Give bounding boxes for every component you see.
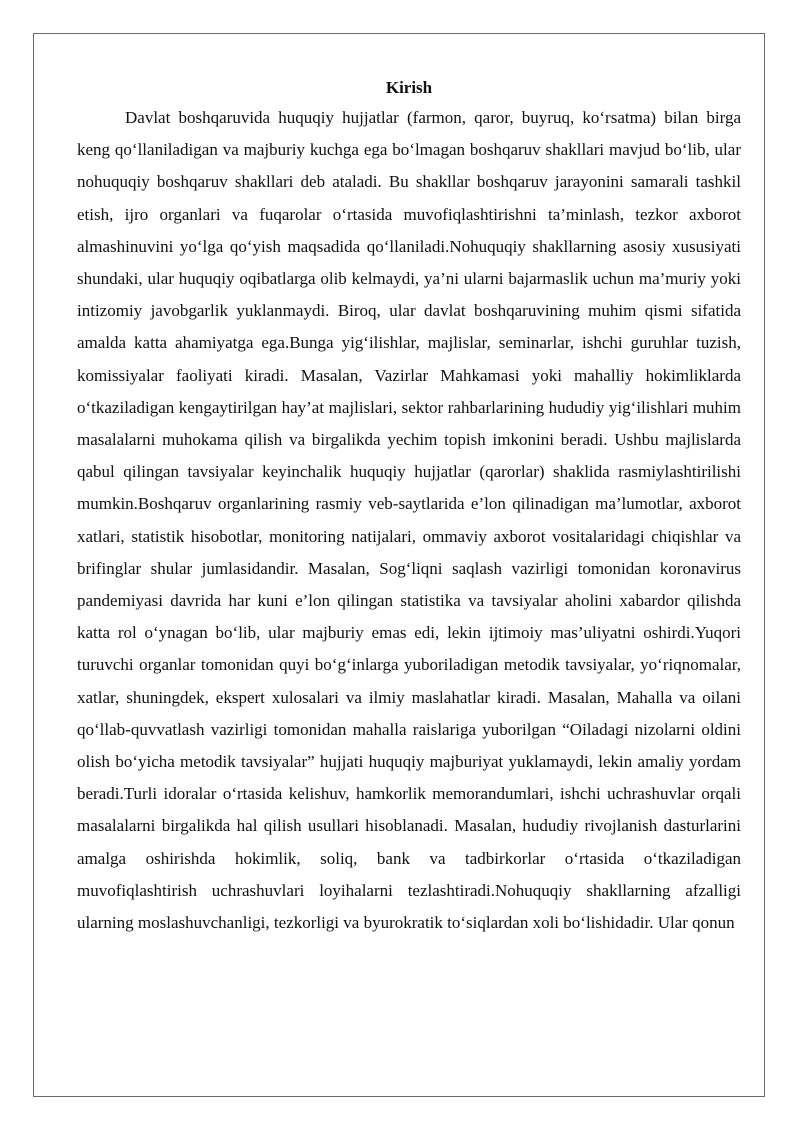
body-paragraph: Davlat boshqaruvida huquqiy hujjatlar (farmon, qaror, buyruq, ko‘rsatma) bilan birga keng qo‘llaniladigan va majburiy kuchga ega bo‘lmagan boshqaruv shakllari mavjud bo‘lib, ular nohuquqiy boshqaruv shakllari deb ataladi. Bu shakllar boshqaruv jarayonini samarali tashkil etish, ijro organlari va fuqarolar o‘rtasida muvofiqlashtirishni ta’minlash, tezkor axborot almashinuvini yo‘lga qo‘yish maqsadida qo‘llaniladi.Nohuquqiy shakllarning asosiy xususiyati shundaki, ular huquqiy oqibatlarga olib kelmaydi, ya’ni ularni bajarmaslik uchun ma’muriy yoki intizomiy javobgarlik yuklanmaydi. Biroq, ular davlat boshqaruvining muhim qismi sifatida amalda katta ahamiyatga ega.Bunga yig‘ilishlar, majlislar, seminarlar, ishchi guruhlar tuzish, komissiyalar faoliyati kiradi. Masalan, Vazirlar Mahkamasi yoki mahalliy hokimliklarda o‘tkaziladigan kengaytirilgan hay’at majlislari, sektor rahbarlarining hududiy yig‘ilishlari muhim masalalarni muhokama qilish va birgalikda yechim topish imkonini beradi. Ushbu majlislarda qabul qilingan tavsiyalar keyinchalik huquqiy hujjatlar (qarorlar) shaklida rasmiylashtirilishi mumkin.Boshqaruv organlarining rasmiy veb-saytlarida e’lon qilinadigan ma’lumotlar, axborot xatlari, statistik hisobotlar, monitoring natijalari, ommaviy axborot vositalaridagi chiqishlar va brifinglar shular jumlasidandir. Masalan, Sog‘liqni saqlash vazirligi tomonidan koronavirus pandemiyasi davrida har kuni e’lon qilingan statistika va tavsiyalar aholini xabardor qilishda katta rol o‘ynagan bo‘lib, ular majburiy emas edi, lekin ijtimoiy mas’uliyatni oshirdi.Yuqori turuvchi organlar tomonidan quyi bo‘g‘inlarga yuboriladigan metodik tavsiyalar, yo‘riqnomalar, xatlar, shuningdek, ekspert xulosalari va ilmiy maslahatlar kiradi. Masalan, Mahalla va oilani qo‘llab-quvvatlash vazirligi tomonidan mahalla raislariga yuborilgan “Oiladagi nizolarni oldini olish bo‘yicha metodik tavsiyalar” hujjati huquqiy majburiyat yuklamaydi, lekin amaliy yordam beradi.Turli idoralar o‘rtasida kelishuv, hamkorlik memorandumlari, ishchi uchrashuvlar orqali masalalarni birgalikda hal qilish usullari hisoblanadi. Masalan, hududiy rivojlanish dasturlarini amalga oshirishda hokimlik, soliq, bank va tadbirkorlar o‘rtasida o‘tkaziladigan muvofiqlashtirish uchrashuvlari loyihalarni tezlashtiradi.Nohuquqiy shakllarning afzalligi ularning moslashuvchanligi, tezkorligi va byurokratik to‘siqlardan xoli bo‘lishidadir. Ular qonun xyxy=(77,108,741,933)
document-title: Kirish xyxy=(385,78,433,97)
page-content xyxy=(77,74,741,939)
